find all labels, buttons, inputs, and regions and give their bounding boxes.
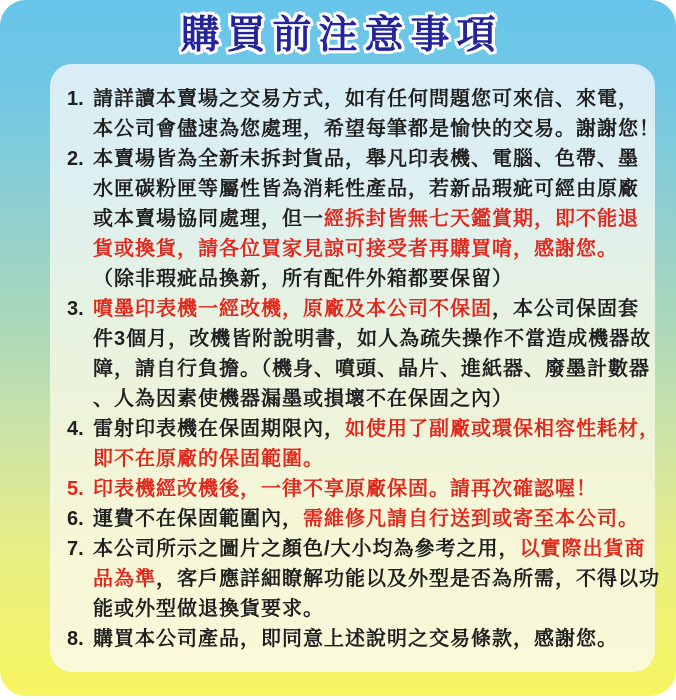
text-line bbox=[93, 294, 645, 324]
text-segment: 障，請自行負擔。（機身、噴頭、晶片、進紙器、廢墨計數器 bbox=[93, 358, 650, 380]
text-segment: 經拆封皆無七天鑑賞期，即不能退 bbox=[324, 208, 639, 230]
text-segment: 即不在原廠的保固範圍。 bbox=[93, 448, 324, 470]
text-line bbox=[93, 84, 645, 114]
text-segment: 印表機經改機後，一律不享原廠保固。請再次確認喔！ bbox=[93, 478, 597, 500]
text-line bbox=[93, 444, 645, 474]
text-line bbox=[93, 414, 660, 444]
item-content bbox=[93, 144, 645, 294]
text-segment: 如使用了副廠或環保相容性耗材， bbox=[345, 418, 660, 440]
text-line bbox=[93, 474, 645, 504]
item-content bbox=[93, 504, 645, 534]
text-segment: 水匣碳粉匣等屬性皆為消耗性產品，若新品瑕疵可經由原廠 bbox=[93, 178, 639, 200]
text-segment: 運費不在保固範圍內， bbox=[93, 508, 303, 530]
item-number: 8. bbox=[67, 628, 84, 650]
text-segment: 噴墨印表機一經改機，原廠及本公司不保固 bbox=[93, 298, 492, 320]
list-item bbox=[67, 414, 660, 474]
list-item bbox=[67, 624, 645, 654]
text-segment: 請詳讀本賣場之交易方式，如有任何問題您可來信、來電， bbox=[93, 88, 639, 110]
item-content bbox=[93, 534, 660, 624]
item-number: 7. bbox=[67, 538, 84, 560]
notice-list bbox=[67, 84, 660, 654]
notice-panel bbox=[50, 64, 660, 672]
text-line bbox=[93, 234, 645, 264]
text-segment: 或本賣場協同處理，但一 bbox=[93, 208, 324, 230]
text-segment: 、人為因素使機器漏墨或損壞不在保固之內） bbox=[93, 388, 513, 410]
item-number: 4. bbox=[67, 418, 84, 440]
list-item bbox=[67, 294, 652, 414]
text-line bbox=[93, 264, 645, 294]
text-line bbox=[93, 324, 652, 354]
list-item bbox=[67, 534, 660, 624]
text-segment: 需維修凡請自行送到或寄至本公司。 bbox=[303, 508, 639, 530]
text-line bbox=[93, 594, 645, 624]
item-number: 2. bbox=[67, 148, 84, 170]
list-item bbox=[67, 84, 660, 144]
text-segment: ，客戶應詳細瞭解功能以及外型是否為所需，不得以功 bbox=[156, 568, 660, 590]
item-number: 1. bbox=[67, 88, 84, 110]
text-segment: 購買本公司產品，即同意上述說明之交易條款，感謝您。 bbox=[93, 628, 618, 650]
text-segment: 雷射印表機在保固期限內， bbox=[93, 418, 345, 440]
text-line bbox=[93, 564, 660, 594]
text-line bbox=[93, 624, 645, 654]
text-segment: 本公司會儘速為您處理，希望每筆都是愉快的交易。謝謝您！ bbox=[93, 118, 660, 140]
text-line bbox=[93, 534, 645, 564]
text-line bbox=[93, 504, 645, 534]
text-segment: 貨或換貨，請各位買家見諒可接受者再購買唷，感謝您。 bbox=[93, 238, 618, 260]
item-number: 6. bbox=[67, 508, 84, 530]
text-segment: 本公司所示之圖片之顏色/大小均為參考之用， bbox=[93, 538, 520, 560]
page-title: 購買前注意事項 bbox=[180, 14, 503, 57]
item-content bbox=[93, 414, 660, 474]
item-content bbox=[93, 294, 652, 414]
text-segment: 能或外型做退換貨要求。 bbox=[93, 598, 324, 620]
text-segment: 本賣場皆為全新未拆封貨品，舉凡印表機、電腦、色帶、墨 bbox=[93, 148, 639, 170]
item-number: 5. bbox=[67, 478, 84, 500]
item-content bbox=[93, 474, 645, 504]
text-segment: ，本公司保固套 bbox=[492, 298, 639, 320]
text-segment: （除非瑕疵品換新，所有配件外箱都要保留） bbox=[93, 268, 513, 290]
item-number: 3. bbox=[67, 298, 84, 320]
text-line bbox=[93, 384, 645, 414]
item-content bbox=[93, 624, 645, 654]
list-item bbox=[67, 144, 645, 294]
text-line bbox=[93, 354, 650, 384]
item-content bbox=[93, 84, 660, 144]
text-segment: 品為準 bbox=[93, 568, 156, 590]
text-segment: 件3個月，改機皆附說明書，如人為疏失操作不當造成機器故 bbox=[93, 328, 652, 350]
text-segment: 以實際出貨商 bbox=[519, 538, 646, 560]
header-banner bbox=[0, 0, 676, 64]
text-line bbox=[93, 174, 645, 204]
list-item bbox=[67, 474, 645, 504]
text-line bbox=[93, 114, 660, 144]
text-line bbox=[93, 204, 645, 234]
list-item bbox=[67, 504, 645, 534]
text-line bbox=[93, 144, 645, 174]
